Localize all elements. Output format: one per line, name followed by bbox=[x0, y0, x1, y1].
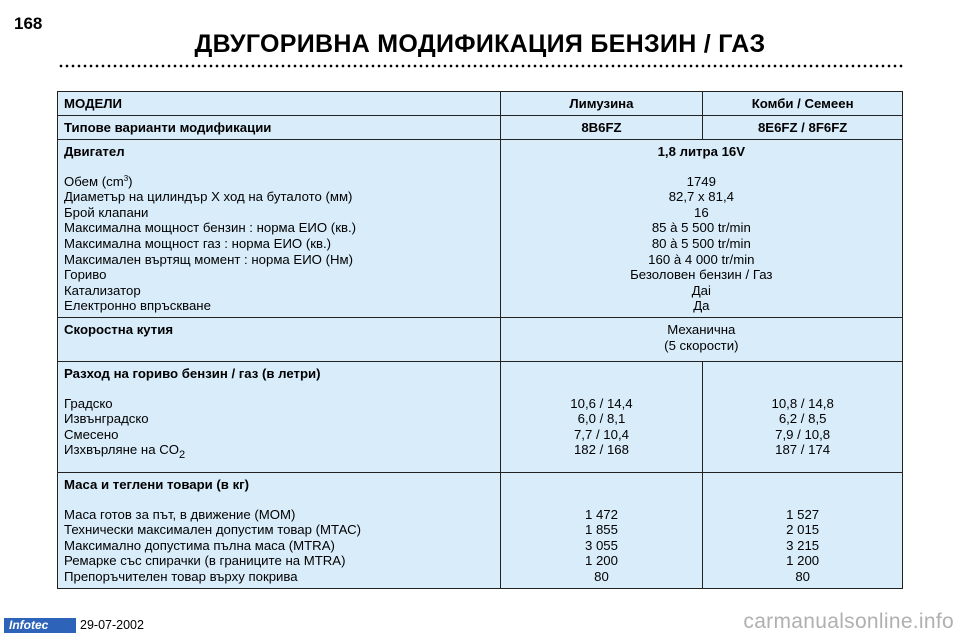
fuel-sedan bbox=[500, 361, 703, 472]
list-item: 10,6 / 14,4 bbox=[570, 395, 633, 411]
mass-row bbox=[58, 472, 903, 588]
list-item: 6,2 / 8,5 bbox=[778, 411, 827, 427]
list-item: Максимална мощност газ : норма ЕИО (кв.) bbox=[64, 235, 332, 251]
dotted-divider bbox=[58, 64, 904, 68]
list-item: 80 bbox=[594, 568, 609, 584]
list-item: Технически максимален допустим товар (МТАС) bbox=[64, 522, 362, 538]
fuel-row bbox=[58, 361, 903, 472]
mass-heading: Маса и теглени товари (в кг) bbox=[64, 476, 250, 492]
engine-values bbox=[500, 140, 902, 318]
list-item: 80 à 5 500 tr/min bbox=[651, 235, 751, 251]
list-item: 3 215 bbox=[786, 537, 820, 553]
list-item: 182 / 168 bbox=[573, 442, 629, 458]
displacement-label: Обем $(cm^3)$ bbox=[64, 173, 133, 189]
list-item: 16 bbox=[693, 204, 709, 220]
watermark: carmanualsonline.info bbox=[743, 610, 954, 633]
engine-heading: Двигател bbox=[64, 144, 125, 159]
variants-label: Типове варианти модификации bbox=[58, 116, 501, 140]
engine-labels bbox=[58, 140, 501, 318]
list-item: 1 855 bbox=[584, 522, 618, 538]
mass-sedan bbox=[500, 472, 703, 588]
list-item: 85 à 5 500 tr/min bbox=[651, 220, 751, 236]
list-item: Препоръчителен товар върху покрива bbox=[64, 568, 298, 584]
mass-labels bbox=[58, 472, 501, 588]
gearbox-heading: Скоростна кутия bbox=[58, 317, 501, 361]
wagon-header: Комби / Семеен bbox=[703, 92, 903, 116]
page-number: 168 bbox=[14, 14, 43, 33]
models-header: МОДЕЛИ bbox=[58, 92, 501, 116]
fuel-labels bbox=[58, 361, 501, 472]
list-item: Смесено bbox=[64, 426, 119, 442]
list-item: 2 015 bbox=[786, 522, 820, 538]
list-item: Ремарке със спирачки (в границите на МТRА) bbox=[64, 553, 346, 569]
list-item: 187 / 174 bbox=[775, 442, 831, 458]
list-item: 7,7 / 10,4 bbox=[573, 426, 629, 442]
list-item: Катализатор bbox=[64, 282, 141, 298]
variants-wagon: 8E6FZ / 8F6FZ bbox=[703, 116, 903, 140]
gearbox-value: Механична (5 скорости) bbox=[500, 317, 902, 361]
sedan-header: Лимузина bbox=[500, 92, 703, 116]
mass-wagon bbox=[703, 472, 903, 588]
list-item: 82,7 x 81,4 bbox=[668, 189, 734, 205]
fuel-wagon bbox=[703, 361, 903, 472]
page-title: ДВУГОРИВНА МОДИФИКАЦИЯ БЕНЗИН / ГАЗ bbox=[194, 30, 766, 58]
list-item: Електронно впръскване bbox=[64, 298, 211, 314]
list-item: 1 527 bbox=[786, 506, 820, 522]
fuel-heading: Разход на гориво бензин / газ (в летри) bbox=[64, 365, 321, 381]
list-item: Гориво bbox=[64, 267, 107, 283]
list-item: Градско bbox=[64, 395, 113, 411]
list-item: Максимален въртящ момент : норма ЕИО (Нм) bbox=[64, 251, 353, 267]
engine-row bbox=[58, 140, 903, 318]
list-item: Да bbox=[693, 298, 710, 314]
list-item: 1 472 bbox=[584, 506, 618, 522]
spec-table bbox=[57, 91, 903, 589]
infotec-logo: Infotec bbox=[4, 618, 76, 633]
list-item: 1749 bbox=[686, 173, 716, 189]
co2-label: Изхвърляне на $CO_2$ bbox=[64, 442, 186, 462]
engine-heading-value: 1,8 литра 16V bbox=[657, 144, 746, 159]
list-item: Безоловен бензин / Газ bbox=[630, 267, 773, 283]
list-item: 1 200 bbox=[584, 553, 618, 569]
gearbox-row bbox=[58, 317, 903, 361]
list-item: 160 à 4 000 tr/min bbox=[648, 251, 755, 267]
footer-date: 29-07-2002 bbox=[80, 618, 144, 632]
list-item: Извънградско bbox=[64, 411, 149, 427]
list-item: Маса готов за път, в движение (МОМ) bbox=[64, 506, 296, 522]
list-item: 80 bbox=[795, 568, 810, 584]
list-item: 7,9 / 10,8 bbox=[775, 426, 831, 442]
variants-sedan: 8B6FZ bbox=[500, 116, 703, 140]
list-item: Максимална мощност бензин : норма ЕИО (кв.) bbox=[64, 220, 357, 236]
list-item: Даi bbox=[691, 282, 711, 298]
list-item: 10,8 / 14,8 bbox=[771, 395, 834, 411]
list-item: Диаметър на цилиндър Х ход на буталото (мм) bbox=[64, 189, 353, 205]
list-item: 1 200 bbox=[786, 553, 820, 569]
list-item: Брой клапани bbox=[64, 204, 149, 220]
list-item: 3 055 bbox=[584, 537, 618, 553]
list-item: Максимално допустима пълна маса (МТRА) bbox=[64, 537, 335, 553]
variants-row bbox=[58, 116, 903, 140]
list-item: 6,0 / 8,1 bbox=[577, 411, 626, 427]
table-header-row bbox=[58, 92, 903, 116]
